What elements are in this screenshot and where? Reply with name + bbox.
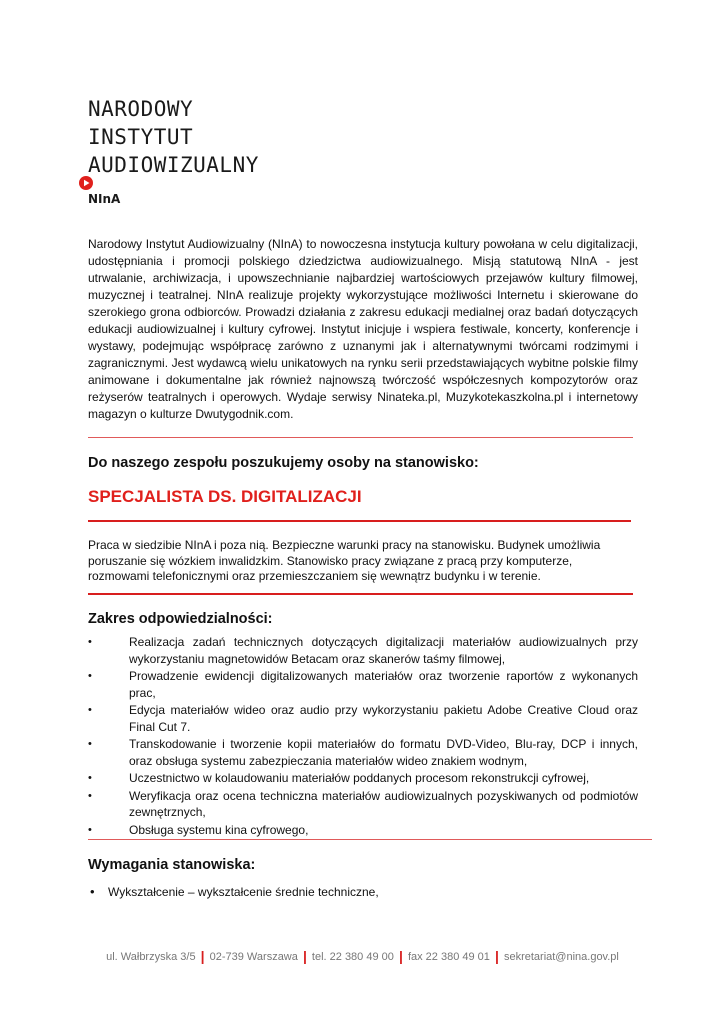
logo-line-3: AUDIOWIZUALNY: [88, 153, 259, 177]
list-item: • Uczestnictwo w kolaudowaniu materiałów poddanych procesom rekonstrukcji cyfrowej,: [88, 770, 638, 787]
footer-email: sekretariat@nina.gov.pl: [503, 951, 619, 963]
separator: |: [200, 948, 205, 964]
job-title: SPECJALISTA DS. DIGITALIZACJI: [88, 487, 362, 506]
divider: [88, 437, 633, 438]
footer-city: 02-739 Warszawa: [209, 951, 298, 963]
footer-address: ul. Wałbrzyska 3/5: [106, 951, 196, 963]
list-item: • Weryfikacja oraz ocena techniczna materiałów audiowizualnych pozyskiwanych od podmiotów zewnętrznych,: [88, 788, 638, 821]
responsibilities-heading: Zakres odpowiedzialności:: [88, 611, 273, 627]
requirements-heading: Wymagania stanowiska:: [88, 857, 256, 873]
play-icon: [79, 176, 93, 190]
list-item: • Wykształcenie – wykształcenie średnie techniczne,: [88, 884, 638, 900]
requirements-list: [88, 884, 638, 900]
separator: |: [302, 948, 307, 964]
footer-phone: tel. 22 380 49 00: [311, 951, 394, 963]
intro-paragraph: Narodowy Instytut Audiowizualny (NInA) to nowoczesna instytucja kultury powołana w celu digitalizacji, udostępniania i promocji polskiego dziedzictwa audiowizualnego. Misją statutową NInA - jest utrwalanie, archiwizacja, i upowszechnianie najbardziej wartościowych przejawów kultury filmowej, muzycznej i teatralnej. NInA realizuje projekty wykorzystujące możliwości Internetu i skierowane do szerokiego grona odbiorców. Prowadzi działania z zakresu edukacji medialnej oraz badań dotyczących edukacji audiowizualnej i kultury cyfrowej. Instytut inicjuje i wspiera festiwale, koncerty, konferencje i wystawy, podejmując współpracę zarówno z uznanymi jak i alternatywnymi twórcami rodzimymi i zagranicznymi. Jest wydawcą wielu unikatowych na rynku serii przedstawiających wybitne polskie filmy animowane i dokumentalne jak również najnowszą twórczość współczesnych kompozytorów oraz reżyserów teatralnych i operowych. Wydaje serwisy Ninateka.pl, Muzykotekaszkolna.pl i internetowy magazyn o kulturze Dwutygodnik.com.: [88, 237, 638, 421]
divider: [88, 593, 633, 595]
list-item: • Transkodowanie i tworzenie kopii materiałów do formatu DVD-Video, Blu-ray, DCP i innych, oraz obsługa systemu zabezpieczania materiałów wideo znakiem wodnym,: [88, 736, 638, 769]
divider: [88, 520, 631, 522]
list-item: • Edycja materiałów wideo oraz audio przy wykorzystaniu pakietu Adobe Creative Cloud oraz Final Cut 7.: [88, 702, 638, 735]
footer-contact: [0, 948, 725, 964]
logo-line-2: INSTYTUT: [88, 125, 194, 149]
logo-line-1: NARODOWY: [88, 97, 194, 121]
work-conditions: Praca w siedzibie NInA i poza nią. Bezpieczne warunki pracy na stanowisku. Budynek umożliwia poruszanie się wózkiem inwalidzkim. Stanowisko pracy związane z pracą przy komputerze, rozmowami telefonicznymi oraz przemieszczaniem się wewnątrz budynku i w terenie.: [88, 538, 601, 583]
separator: |: [398, 948, 403, 964]
list-item: • Realizacja zadań technicznych dotyczących digitalizacji materiałów audiowizualnych przy wykorzystaniu magnetowidów Betacam oraz skanerów taśmy filmowej,: [88, 634, 638, 667]
nina-logo: [88, 95, 259, 206]
footer-fax: fax 22 380 49 01: [407, 951, 490, 963]
logo-abbreviation: NInA: [88, 192, 121, 206]
divider: [88, 839, 652, 840]
responsibilities-list: [88, 634, 638, 839]
list-item: • Obsługa systemu kina cyfrowego,: [88, 822, 638, 839]
list-item: • Prowadzenie ewidencji digitalizowanych materiałów oraz tworzenie raportów z wykonanych prac,: [88, 668, 638, 701]
lead-text: Do naszego zespołu poszukujemy osoby na stanowisko:: [88, 455, 479, 471]
separator: |: [494, 948, 499, 964]
